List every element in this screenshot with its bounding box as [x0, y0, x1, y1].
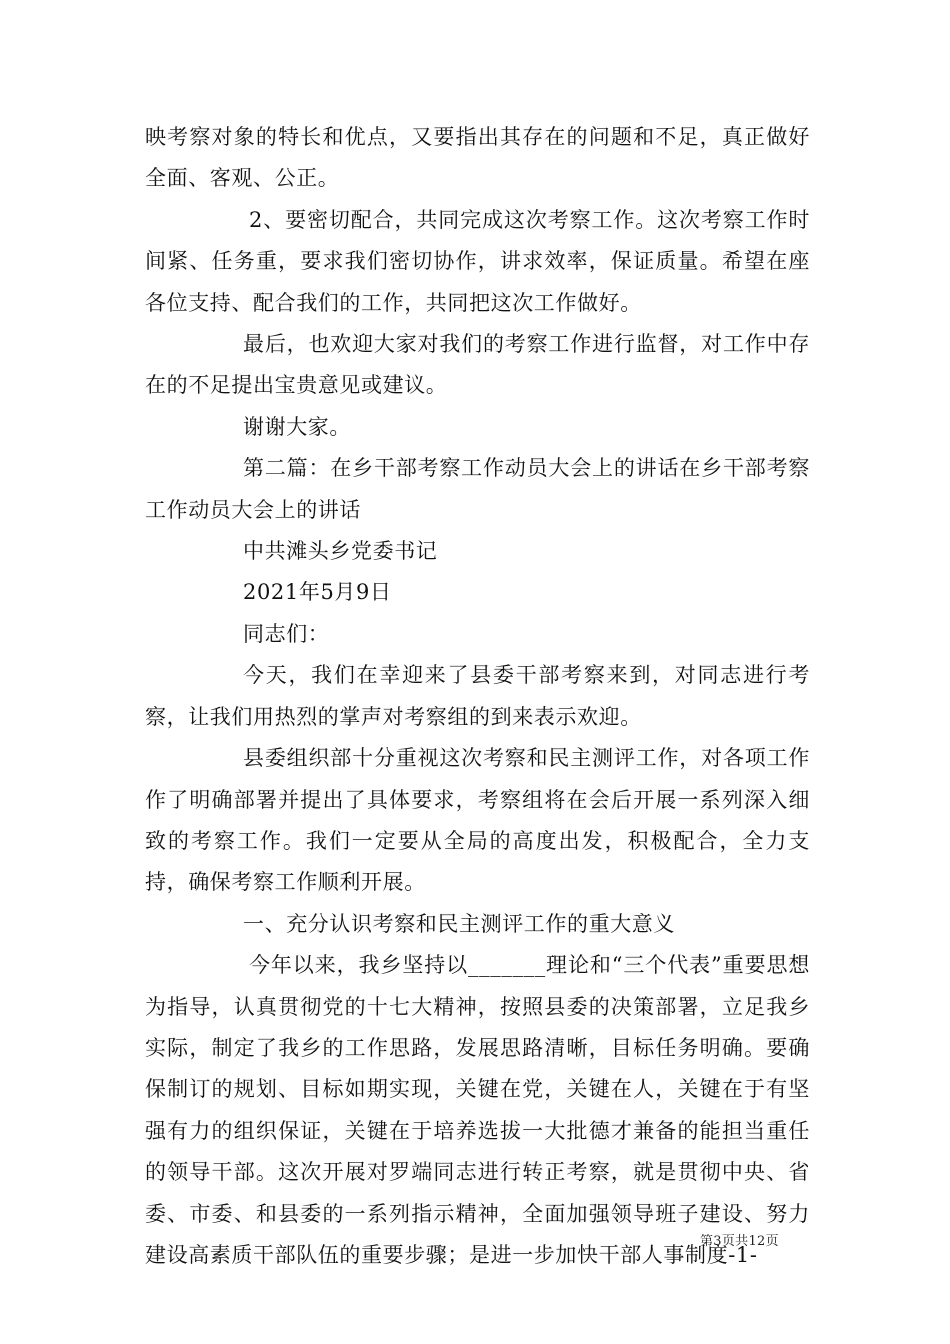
- subheading-significance: 一、充分认识考察和民主测评工作的重大意义: [243, 911, 675, 936]
- paragraph-organization: 县委组织部十分重视这次考察和民主测评工作，对各项工作作了明确部署并提出了具体要求，考察组将在会后开展一系列深入细致的考察工作。我们一定要从全局的高度出发，积极配合，全力支持，确保考察工作顺利开展。: [145, 746, 810, 895]
- paragraph-supervision: 最后，也欢迎大家对我们的考察工作进行监督，对工作中存在的不足提出宝贵意见或建议。: [145, 332, 810, 398]
- speaker-title: 中共滩头乡党委书记: [243, 539, 438, 564]
- salutation: 同志们：: [243, 621, 330, 646]
- speech-date: 2021年5月9日: [243, 580, 392, 605]
- page-footer: 第3页共12页: [700, 1234, 779, 1249]
- paragraph-welcome: 今天，我们在幸迎来了县委干部考察来到，对同志进行考察，让我们用热烈的掌声对考察组的到来表示欢迎。: [145, 663, 810, 729]
- paragraph-continuation: 映考察对象的特长和优点，又要指出其存在的问题和不足，真正做好全面、客观、公正。: [145, 125, 810, 191]
- section-heading-second: 第二篇：在乡干部考察工作动员大会上的讲话在乡干部考察工作动员大会上的讲话: [145, 456, 810, 522]
- paragraph-thanks: 谢谢大家。: [243, 414, 351, 439]
- paragraph-cooperation: 2、要密切配合，共同完成这次考察工作。这次考察工作时间紧、任务重，要求我们密切协作，讲求效率，保证质量。希望在座各位支持、配合我们的工作，共同把这次工作做好。: [145, 207, 810, 315]
- document-body: [145, 117, 810, 1276]
- paragraph-guidance: 今年以来，我乡坚持以_______理论和“三个代表”重要思想为指导，认真贯彻党的十七大精神，按照县委的决策部署，立足我乡实际，制定了我乡的工作思路，发展思路清晰，目标任务明确。要确保制订的规划、目标如期实现，关键在党，关键在人，关键在于有坚强有力的组织保证，关键在于培养选拔一大批德才兼备的能担当重任的领导干部。这次开展对罗端同志进行转正考察，就是贯彻中央、省委、市委、和县委的一系列指示精神，全面加强领导班子建设、努力建设高素质干部队伍的重要步骤；是进一步加快干部人事制度-1-: [145, 953, 810, 1267]
